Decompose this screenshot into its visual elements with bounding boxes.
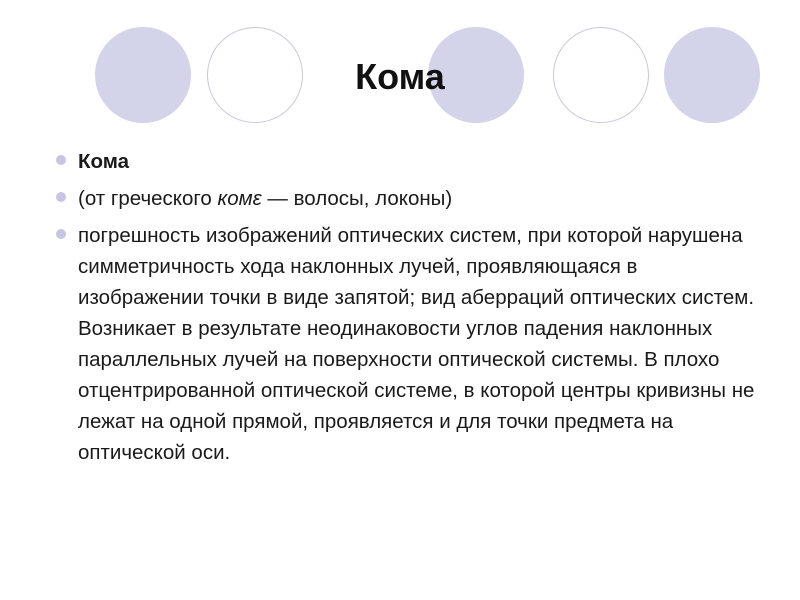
slide-title: Кома [355,56,445,97]
bullet-list [56,146,756,474]
term-label: Кома [78,150,130,173]
etymology-suffix: — волосы, локоны) [261,187,453,210]
bullet-item-term [56,146,756,177]
bullet-icon [56,229,66,239]
definition-text: погрешность изображений оптических систем, при которой нарушена симметричность хода наклонных лучей, проявляющаяся в изображении точки в виде запятой; вид аберраций оптических систем. Возникает в результате неодинаковости углов падения наклонных параллельных лучей на поверхности оптической системы. В плохо отцентрированной оптической системе, в которой центры кривизны не лежат на одной прямой, проявляется и для точки предмета на оптической оси. [78,224,755,464]
etymology-greek-word: комε [217,187,262,210]
etymology-prefix: (от греческого [78,187,218,210]
bullet-icon [56,155,66,165]
bullet-icon [56,192,66,202]
bullet-item-definition [56,220,756,468]
bullet-item-etymology [56,183,756,214]
